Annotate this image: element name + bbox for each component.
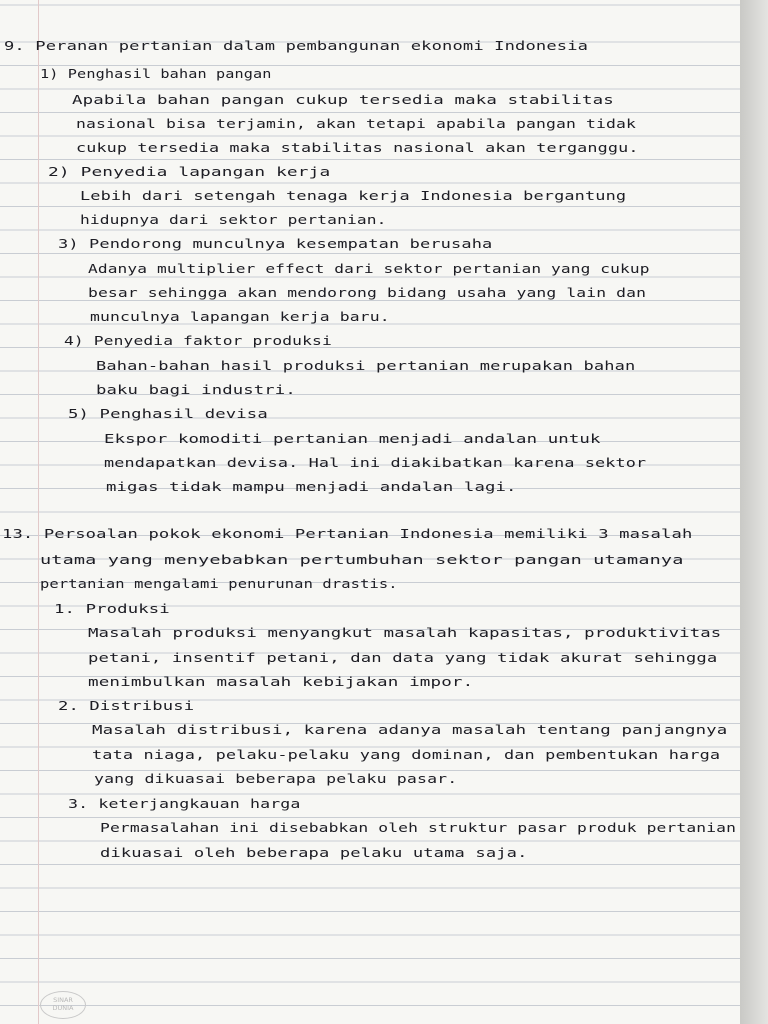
q9-item-1-text: nasional bisa terjamin, akan tetapi apabila pangan tidak bbox=[76, 116, 637, 131]
q13-item-1-text: menimbulkan masalah kebijakan impor. bbox=[88, 674, 474, 689]
q9-item-4-text: Bahan-bahan hasil produksi pertanian merupakan bahan bbox=[96, 358, 636, 373]
q13-item-1-title: 1. Produksi bbox=[54, 601, 170, 616]
q13-item-3-title: 3. keterjangkauan harga bbox=[68, 796, 301, 811]
q13-item-3-text: Permasalahan ini disebabkan oleh struktur pasar produk pertanian bbox=[100, 820, 737, 835]
q9-item-3-text: Adanya multiplier effect dari sektor pertanian yang cukup bbox=[88, 261, 650, 276]
q9-item-5-text: mendapatkan devisa. Hal ini diakibatkan karena sektor bbox=[104, 455, 647, 470]
q9-item-2-text: hidupnya dari sektor pertanian. bbox=[80, 212, 387, 227]
q13-item-2-text: yang dikuasai beberapa pelaku pasar. bbox=[94, 771, 458, 786]
q9-item-4-title: 4) Penyedia faktor produksi bbox=[64, 333, 332, 348]
q13-heading-text: pertanian mengalami penurunan drastis. bbox=[40, 576, 398, 591]
q13-item-3-text: dikuasai oleh beberapa pelaku utama saja. bbox=[100, 845, 528, 860]
q9-item-5-text: migas tidak mampu menjadi andalan lagi. bbox=[106, 479, 517, 494]
q9-item-3-title: 3) Pendorong munculnya kesempatan berusaha bbox=[58, 236, 493, 251]
q9-item-1-title: 1) Penghasil bahan pangan bbox=[40, 66, 272, 81]
page-edge bbox=[740, 0, 768, 1024]
margin-line bbox=[38, 0, 39, 1024]
q13-item-2-text: Masalah distribusi, karena adanya masalah tentang panjangnya bbox=[92, 722, 728, 737]
q9-item-2-title: 2) Penyedia lapangan kerja bbox=[48, 164, 331, 179]
q9-item-1-text: Apabila bahan pangan cukup tersedia maka stabilitas bbox=[72, 92, 614, 107]
q9-item-2-text: Lebih dari setengah tenaga kerja Indonesia bergantung bbox=[80, 188, 627, 203]
q9-item-1-text: cukup tersedia maka stabilitas nasional akan terganggu. bbox=[76, 140, 639, 155]
notebook-brand-logo: SINAR DUNIA bbox=[40, 991, 86, 1019]
q9-heading: 9. Peranan pertanian dalam pembangunan ekonomi Indonesia bbox=[4, 38, 589, 53]
q9-item-4-text: baku bagi industri. bbox=[96, 382, 296, 397]
q13-item-2-text: tata niaga, pelaku-pelaku yang dominan, dan pembentukan harga bbox=[92, 747, 721, 762]
q13-heading: 13. Persoalan pokok ekonomi Pertanian Indonesia memiliki 3 masalah bbox=[2, 526, 693, 541]
q13-item-2-title: 2. Distribusi bbox=[58, 698, 195, 713]
q9-item-5-title: 5) Penghasil devisa bbox=[68, 406, 268, 421]
q9-item-5-text: Ekspor komoditi pertanian menjadi andalan untuk bbox=[104, 431, 601, 446]
q9-item-3-text: munculnya lapangan kerja baru. bbox=[90, 309, 390, 324]
q13-item-1-text: Masalah produksi menyangkut masalah kapasitas, produktivitas bbox=[88, 625, 722, 640]
q13-item-1-text: petani, insentif petani, dan data yang tidak akurat sehingga bbox=[88, 650, 718, 665]
q13-heading-text: utama yang menyebabkan pertumbuhan sektor pangan utamanya bbox=[40, 552, 684, 567]
q9-item-3-text: besar sehingga akan mendorong bidang usaha yang lain dan bbox=[88, 285, 647, 300]
